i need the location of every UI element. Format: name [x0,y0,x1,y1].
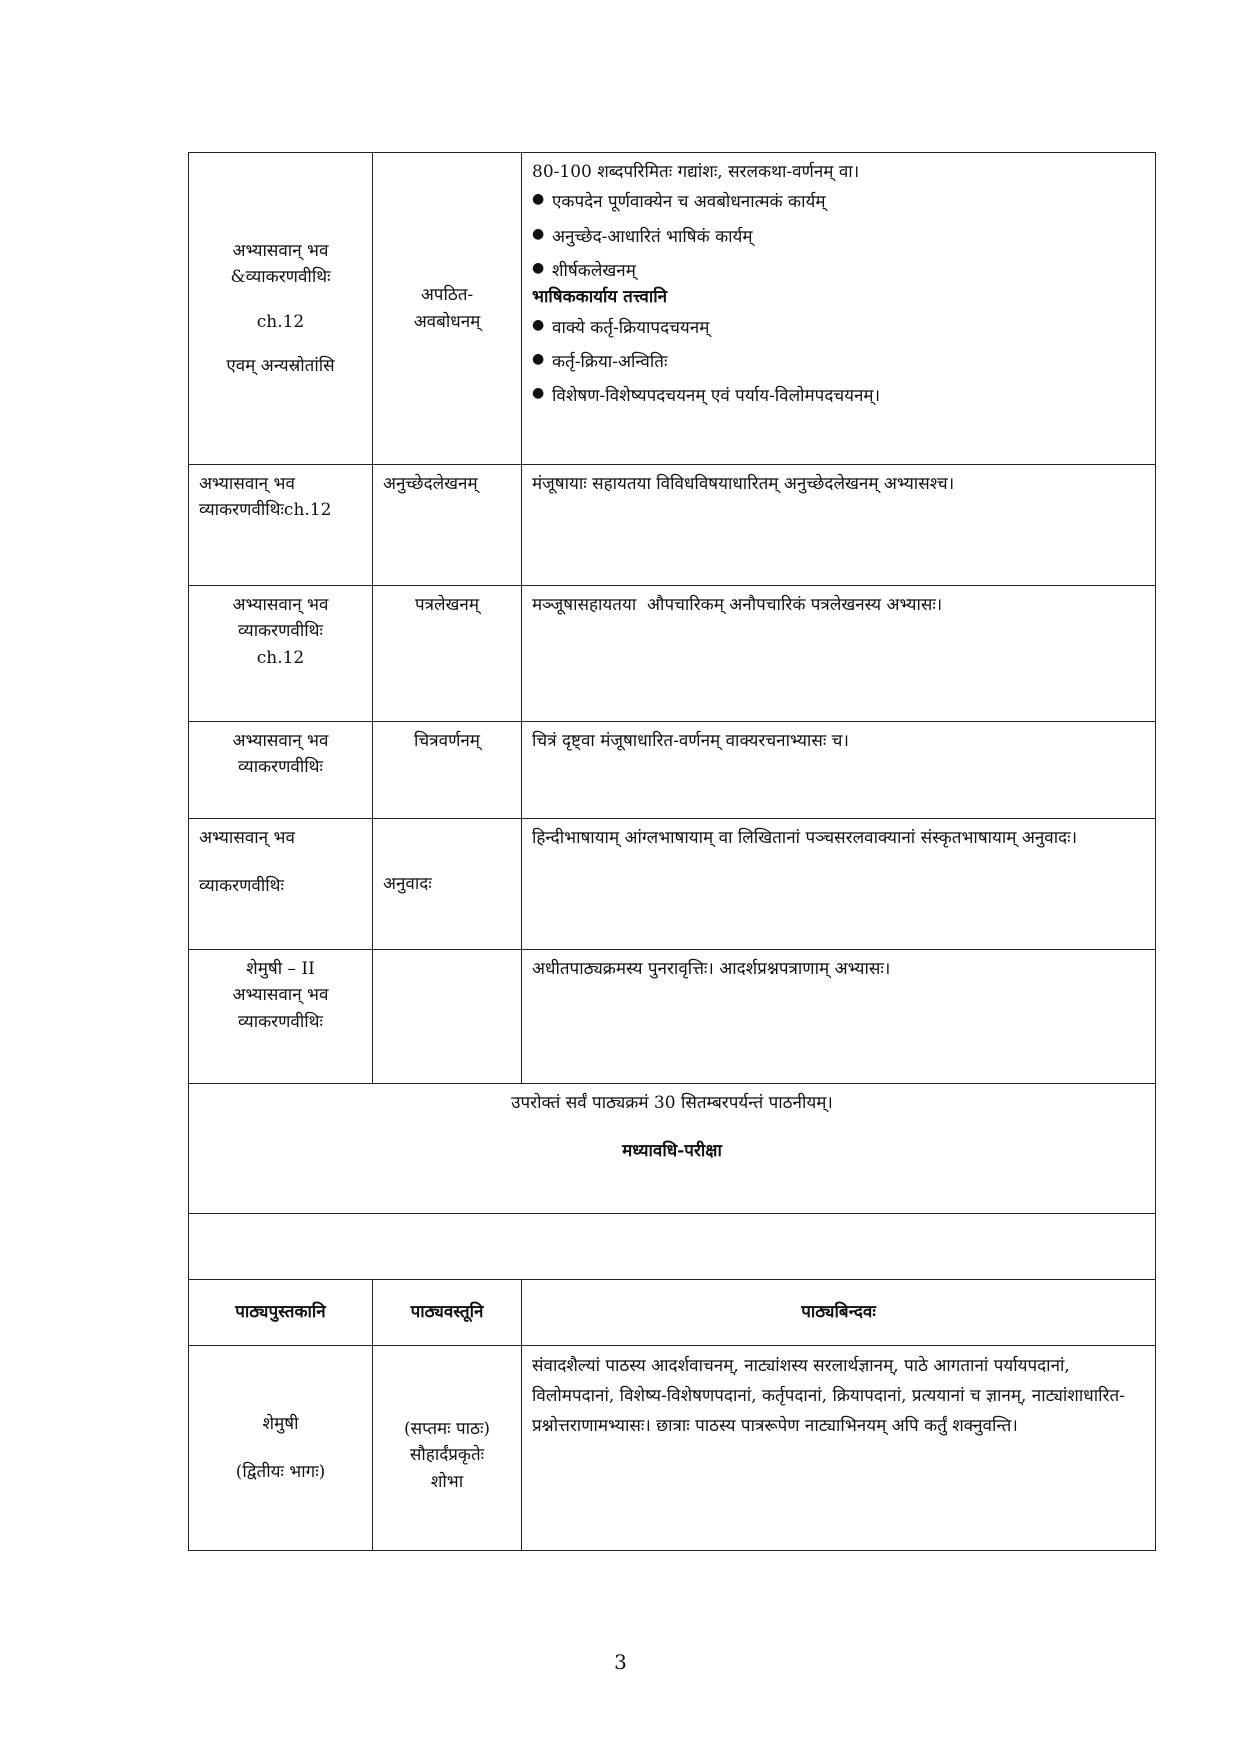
table-row [189,153,1156,465]
table-row [189,465,1156,586]
empty-cell [189,1214,1156,1280]
points-cell: संवादशैल्यां पाठस्य आदर्शवाचनम्, नाट्यांशस्य सरलार्थज्ञानम्, पाठे आगतानां पर्यायपदानां, विलोमपदानां, विशेष्य-विशेषणपदानां, कर्तृपदानां, क्रियापदानां, प्रत्ययानां च ज्ञानम्, नाट्यांशाधारित-प्रश्नोत्तराणामभ्यासः। छात्राः पाठस्य पात्ररूपेण नाट्याभिनयम् अपि कर्तुं शक्नुवन्ति। [522,1346,1156,1551]
book-cell: अभ्यासवान् भव व्याकरणवीथिःch.12 [189,465,373,586]
header-books: पाठ्यपुस्तकानि [189,1280,373,1346]
table-header-row [189,1280,1156,1346]
content-cell: अनुवादः [373,819,522,950]
points-cell: चित्रं दृष्ट्वा मंजूषाधारित-वर्णनम् वाक्यरचनाभ्यासः च। [522,722,1156,819]
bullet-list [532,315,1145,410]
content-cell: (सप्तमः पाठः) सौहार्दंप्रकृतेः शोभा [373,1346,522,1551]
book-cell: शेमुषी – II अभ्यासवान् भव व्याकरणवीथिः [189,950,373,1084]
table-row [189,1084,1156,1214]
notice-cell [189,1084,1156,1214]
book-line: ch.12 [256,311,305,332]
points-cell: हिन्दीभाषायाम् आंग्लभाषायाम् वा लिखितानां पञ्चसरलवाक्यानां संस्कृतभाषायाम् अनुवादः। [522,819,1156,950]
table-row [189,819,1156,950]
book-cell [189,153,373,465]
exam-title: मध्यावधि-परीक्षा [622,1141,722,1162]
book-line: अभ्यासवान् भव [199,828,295,848]
book-cell [189,819,373,950]
bullet-list [532,189,1145,284]
content-cell: चित्रवर्णनम् [373,722,522,819]
book-line: शेमुषी [262,1413,299,1434]
page-number: 3 [614,1650,627,1674]
points-intro: 80-100 शब्दपरिमितः गद्यांशः, सरलकथा-वर्णनम् वा। [532,162,860,182]
list-item: ● वाक्ये कर्तृ-क्रियापदचयनम् [532,315,1145,341]
table-row [189,950,1156,1084]
book-cell: अभ्यासवान् भव व्याकरणवीथिः ch.12 [189,586,373,722]
book-line: एवम् अन्यस्रोतांसि [226,355,335,376]
points-cell: मञ्जूषासहायतया औपचारिकम् अनौपचारिकं पत्रलेखनस्य अभ्यासः। [522,586,1156,722]
book-line: (द्वितीयः भागः) [235,1462,326,1482]
content-cell [373,950,522,1084]
content-cell: पत्रलेखनम् [373,586,522,722]
book-line: &व्याकरणवीथिः [230,267,331,288]
points-cell [522,153,1156,465]
table-row [189,722,1156,819]
book-cell: अभ्यासवान् भव व्याकरणवीथिः [189,722,373,819]
points-heading: भाषिककार्याय तत्त्वानि [532,287,668,308]
points-cell: अधीतपाठ्यक्रमस्य पुनरावृत्तिः। आदर्शप्रश्नपत्राणाम् अभ्यासः। [522,950,1156,1084]
header-points: पाठ्यबिन्दवः [522,1280,1156,1346]
list-item: ● शीर्षकलेखनम् [532,258,1145,284]
points-cell: मंजूषायाः सहायतया विविधविषयाधारितम् अनुच्छेदलेखनम् अभ्यासश्च। [522,465,1156,586]
book-cell [189,1346,373,1551]
content-cell: अपठित- अवबोधनम् [373,153,522,465]
book-line: व्याकरणवीथिः [199,876,284,897]
book-line: अभ्यासवान् भव [232,240,329,261]
table-row [189,1214,1156,1280]
list-item: ● कर्तृ-क्रिया-अन्वितिः [532,349,1145,375]
syllabus-table [188,152,1156,1551]
table-row [189,586,1156,722]
notice-text: उपरोक्तं सर्वं पाठ्यक्रमं 30 सितम्बरपर्यन्तं पाठनीयम्। [511,1093,833,1113]
content-cell: अनुच्छेदलेखनम् [373,465,522,586]
list-item: ● एकपदेन पूर्णवाक्येन च अवबोधनात्मकं कार्यम् [532,189,1145,215]
header-contents: पाठ्यवस्तूनि [373,1280,522,1346]
list-item: ● विशेषण-विशेष्यपदचयनम् एवं पर्याय-विलोमपदचयनम्। [532,383,1145,409]
list-item: ● अनुच्छेद-आधारितं भाषिकं कार्यम् [532,224,1145,250]
table-row [189,1346,1156,1551]
